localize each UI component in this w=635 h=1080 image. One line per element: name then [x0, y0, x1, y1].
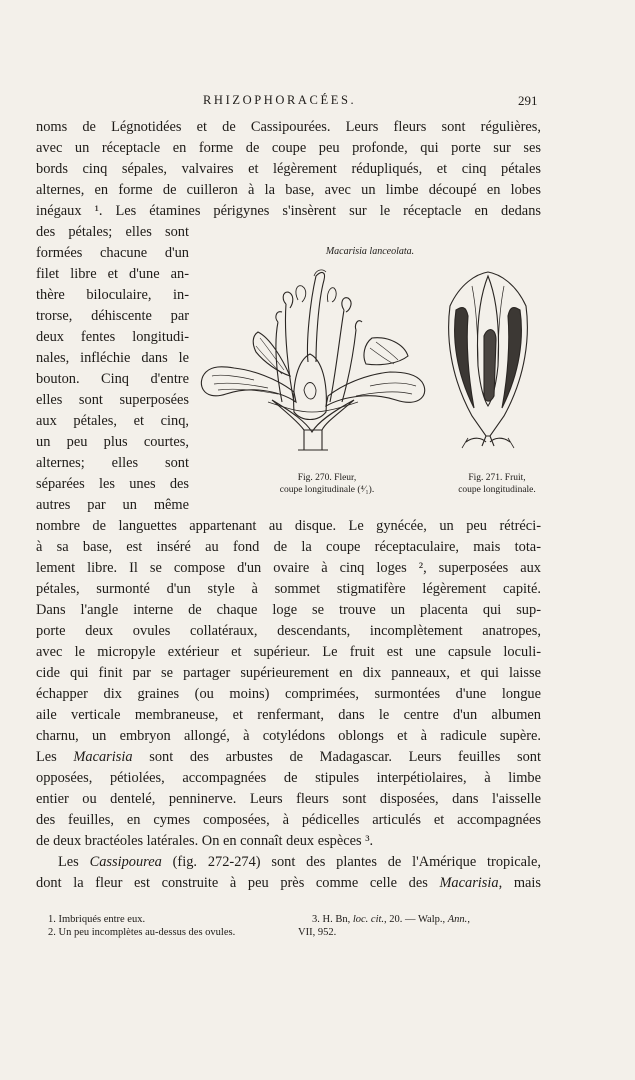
text-line: filet libre et d'une an-	[36, 266, 189, 282]
text-line: aile verticale membraneuse, et renfermant, dans le centre d'un albumen	[36, 707, 541, 723]
text-line: opposées, pétiolées, accompagnées de stipules interpétiolaires, à limbe	[36, 770, 541, 786]
text-line: dont la fleur est construite à peu près comme celle des Macarisia, mais	[36, 875, 541, 891]
text-line: des feuilles, en cymes composées, à pédicelles articulés et accompagnées	[36, 812, 541, 828]
figure-271-caption	[447, 473, 547, 496]
text-line: à sa base, est inséré au fond de la coupe réceptaculaire, mais tota-	[36, 539, 541, 555]
caption-line: coupe longitudinale.	[458, 484, 536, 495]
text-line: deux fentes longitudi-	[36, 329, 189, 345]
text-line: aux pétales, et cinq,	[36, 413, 189, 429]
text-line: échapper dix graines (ou moins) comprimées, surmontées d'une longue	[36, 686, 541, 702]
text-line: séparées les unes des	[36, 476, 189, 492]
text-line: pétales, surmonté d'un style à sommet stigmatifère légèrement capité.	[36, 581, 541, 597]
figure-title: Macarisia lanceolata.	[325, 246, 415, 257]
text-line: noms de Légnotidées et de Cassipourées. Leurs fleurs sont régulières,	[36, 119, 541, 135]
text-line: bouton. Cinq d'entre	[36, 371, 189, 387]
text-line: formées chacune d'un	[36, 245, 189, 261]
footnote-1: 1. Imbriqués entre eux.	[48, 914, 146, 925]
footnote-3: 3. H. Bn, loc. cit., 20. — Walp., Ann.,	[312, 914, 470, 925]
text-line: Les Macarisia sont des arbustes de Madagascar. Leurs feuilles sont	[36, 749, 541, 765]
text-line: alternes; elles sont	[36, 455, 189, 471]
text-line: elles sont superposées	[36, 392, 189, 408]
text-line: porte deux ovules collatéraux, descendants, incomplètement anatropes,	[36, 623, 541, 639]
text-line: alternes, en forme de cuilleron à la base, avec un limbe découpé en lobes	[36, 182, 541, 198]
page-number: 291	[518, 93, 538, 108]
footnote-3-continued: VII, 952.	[298, 927, 337, 938]
text-line: lement libre. Il se compose d'un ovaire à cinq loges ², superposées aux	[36, 560, 541, 576]
text-line: des pétales; elles sont	[36, 224, 189, 240]
flower-section-illustration	[198, 262, 430, 472]
running-header	[0, 93, 635, 111]
text-line: charnu, un embryon allongé, à cotylédons oblongs et à radicule supère.	[36, 728, 541, 744]
text-line: cide qui finit par se partager supérieurement en dix panneaux, et qui laisse	[36, 665, 541, 681]
text-line: autres par un même	[36, 497, 189, 513]
text-line: avec le micropyle extérieur et supérieur. Le fruit est une capsule loculi-	[36, 644, 541, 660]
text-line: de deux bractéoles latérales. On en connaît deux espèces ³.	[36, 833, 374, 849]
text-line: nombre de languettes appartenant au disque. Le gynécée, un peu rétréci-	[36, 518, 541, 534]
caption-line: Fig. 271. Fruit,	[468, 473, 526, 483]
text-line: bords cinq sépales, valvaires et légèrement rédupliqués, et cinq pétales	[36, 161, 541, 177]
text-line: Dans l'angle interne de chaque loge se trouve un placenta qui sup-	[36, 602, 541, 618]
running-title: RHIZOPHORACÉES.	[203, 93, 357, 107]
text-line: thère biloculaire, in-	[36, 287, 189, 303]
text-line: inégaux ¹. Les étamines périgynes s'insèrent sur le réceptacle en dedans	[36, 203, 541, 219]
text-line: trorse, déhiscente par	[36, 308, 189, 324]
figure-270-caption	[265, 473, 389, 496]
text-line: avec un réceptacle en forme de coupe peu profonde, qui porte sur ses	[36, 140, 541, 156]
caption-line: Fig. 270. Fleur,	[297, 473, 357, 483]
text-line: entier ou dentelé, penninerve. Leurs fleurs sont disposées, dans l'aisselle	[36, 791, 541, 807]
text-line: Les Cassipourea (fig. 272-274) sont des plantes de l'Amérique tropicale,	[58, 854, 541, 870]
footnote-2: 2. Un peu incomplètes au-dessus des ovules.	[48, 927, 236, 938]
fruit-section-illustration	[438, 266, 538, 454]
text-line: un peu plus courtes,	[36, 434, 189, 450]
caption-line: coupe longitudinale (⁴⁄₁).	[279, 484, 375, 495]
text-line: nales, infléchie dans le	[36, 350, 189, 366]
